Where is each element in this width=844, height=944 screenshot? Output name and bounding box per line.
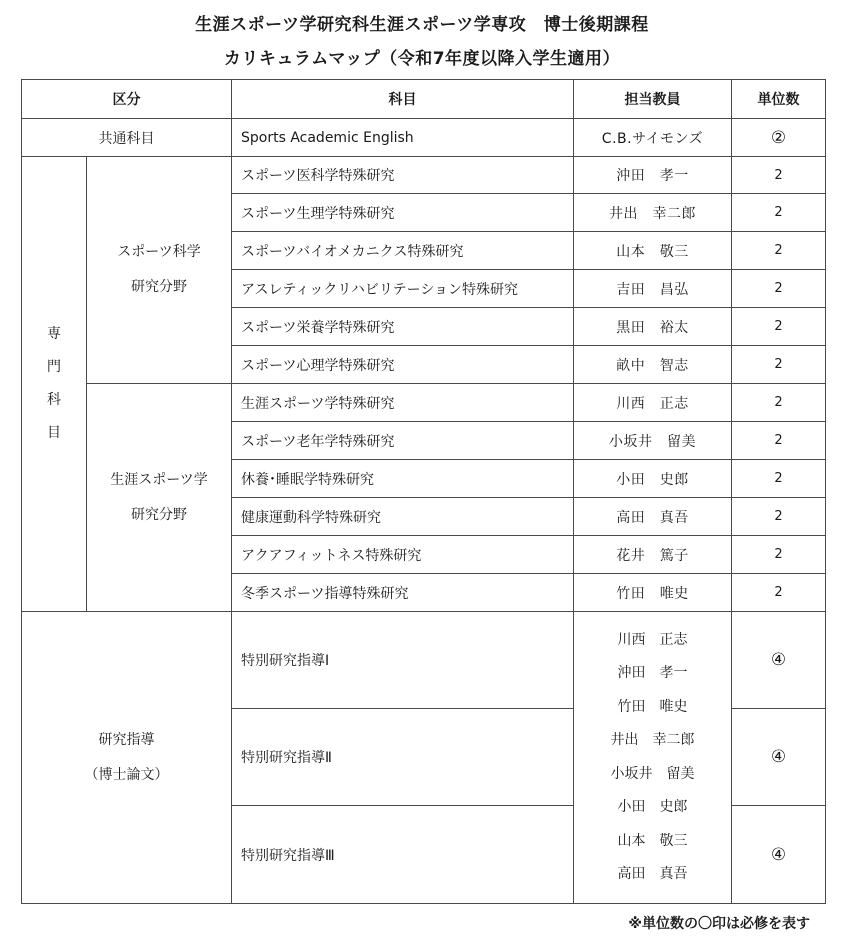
header-category: 区分 [22,80,232,119]
teacher-name: 山本 敬三 [574,232,732,270]
footnote: ※単位数の〇印は必修を表す [628,916,810,932]
credits-value: 2 [732,498,826,536]
research-credits: ④ [732,806,826,904]
specialized-label-char: 専 [47,326,61,342]
subject-name: アスレティックリハビリテーション特殊研究 [232,270,574,308]
teacher-name: 川西 正志 [617,631,688,648]
teacher-name: 小坂井 留美 [574,422,732,460]
credits-value: 2 [732,536,826,574]
common-credits: ② [732,119,826,157]
teacher-name: 小田 史郎 [617,799,688,815]
common-row [22,119,826,157]
field-label-line: 生涯スポーツ学 [110,471,208,488]
teacher-name: 竹田 唯史 [617,698,688,715]
common-subject: Sports Academic English [232,119,574,157]
specialized-label-char: 目 [47,425,61,441]
subject-name: 健康運動科学特殊研究 [232,498,574,536]
page-title: 生涯スポーツ学研究科生涯スポーツ学専攻 博士後期課程 [195,15,649,35]
research-label [22,612,232,904]
teacher-name: 黒田 裕太 [574,308,732,346]
teacher-name: 高田 真吾 [574,498,732,536]
specialized-row [22,157,826,194]
teacher-name: 高田 真吾 [617,866,688,882]
research-credits: ④ [732,612,826,709]
common-label: 共通科目 [22,119,232,157]
research-subject: 特別研究指導Ⅰ [232,612,574,709]
subject-name: アクアフィットネス特殊研究 [232,536,574,574]
credits-value: 2 [732,308,826,346]
teacher-name: 吉田 昌弘 [574,270,732,308]
research-subject: 特別研究指導Ⅲ [232,806,574,904]
teacher-name: 川西 正志 [574,384,732,422]
subject-name: 冬季スポーツ指導特殊研究 [232,574,574,612]
teacher-name: 花井 篤子 [574,536,732,574]
curriculum-table [21,79,826,904]
teacher-name: 小坂井 留美 [610,765,695,782]
research-label-line: 研究指導 [98,731,155,748]
credits-value: 2 [732,460,826,498]
header-teacher: 担当教員 [574,80,732,119]
teacher-name: 井出 幸二郎 [610,732,695,748]
credits-value: 2 [732,384,826,422]
header-credits: 単位数 [732,80,826,119]
teacher-name: 井出 幸二郎 [574,194,732,232]
header-row [22,80,826,119]
credits-value: 2 [732,232,826,270]
research-row [22,612,826,709]
teacher-name: 竹田 唯史 [574,574,732,612]
research-credits: ④ [732,709,826,806]
credits-value: 2 [732,270,826,308]
field-label [87,384,232,612]
subject-name: 休養･睡眠学特殊研究 [232,460,574,498]
specialized-label [22,157,87,612]
research-subject: 特別研究指導Ⅱ [232,709,574,806]
subject-name: スポーツ生理学特殊研究 [232,194,574,232]
subject-name: スポーツ栄養学特殊研究 [232,308,574,346]
teacher-name: 畝中 智志 [574,346,732,384]
teacher-name: 沖田 孝一 [574,157,732,194]
field-label [87,157,232,384]
teacher-name: 沖田 孝一 [617,665,688,681]
specialized-label-char: 科 [47,392,61,408]
credits-value: 2 [732,157,826,194]
research-label-line: （博士論文） [84,766,169,783]
field-label-line: 研究分野 [131,506,187,523]
research-teachers [574,612,732,904]
subject-name: スポーツバイオメカニクス特殊研究 [232,232,574,270]
credits-value: 2 [732,346,826,384]
credits-value: 2 [732,194,826,232]
page-subtitle: カリキュラムマップ（令和7年度以降入学生適用） [223,49,621,69]
header-subject: 科目 [232,80,574,119]
field-label-line: スポーツ科学 [117,244,201,260]
credits-value: 2 [732,574,826,612]
teacher-name: 小田 史郎 [574,460,732,498]
common-teacher: C.B.サイモンズ [574,119,732,157]
teacher-name: 山本 敬三 [617,832,688,849]
subject-name: スポーツ老年学特殊研究 [232,422,574,460]
specialized-row [22,384,826,422]
field-label-line: 研究分野 [131,279,187,295]
subject-name: スポーツ心理学特殊研究 [232,346,574,384]
specialized-label-char: 門 [47,359,61,375]
subject-name: 生涯スポーツ学特殊研究 [232,384,574,422]
subject-name: スポーツ医科学特殊研究 [232,157,574,194]
credits-value: 2 [732,422,826,460]
